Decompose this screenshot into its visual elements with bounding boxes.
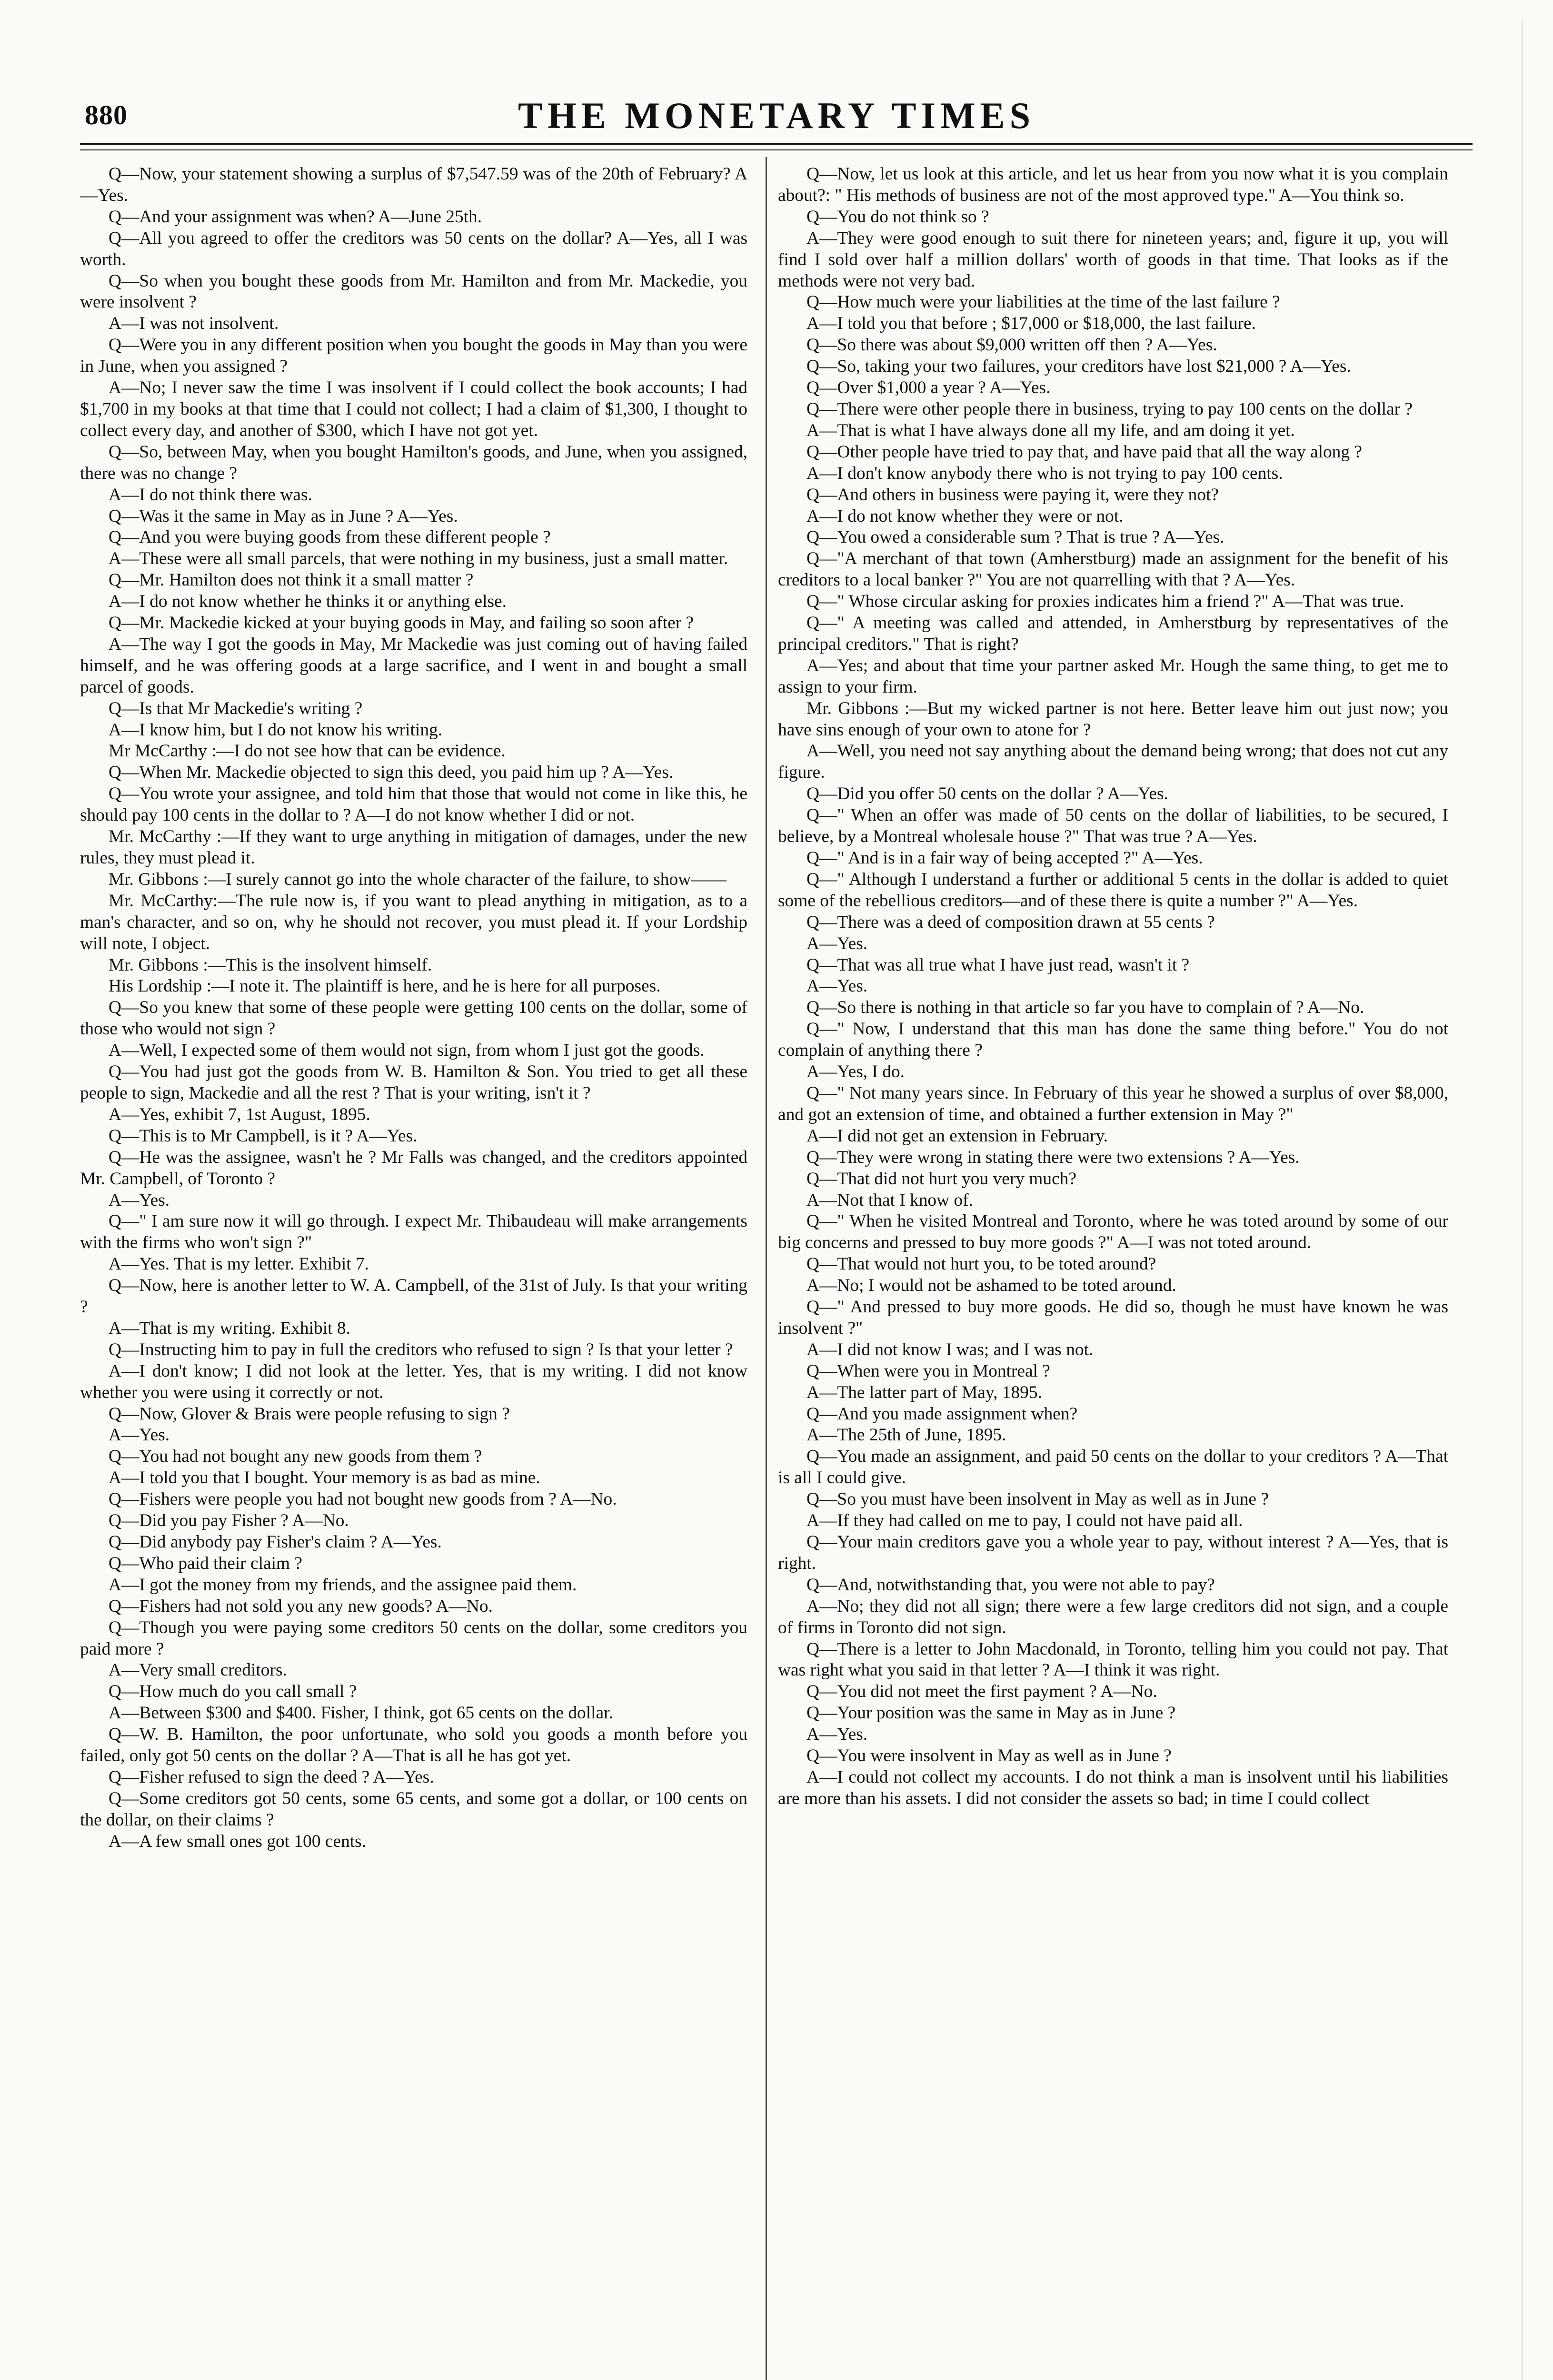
column-paragraph: Q—So, taking your two failures, your creditors have lost $21,000 ? A—Yes. <box>806 357 1351 377</box>
column-paragraph: A—I do not know whether he thinks it or anything else. <box>109 592 507 612</box>
column-paragraph: Mr. Gibbons :—I surely cannot go into the whole character of the failure, to show—— <box>109 869 727 889</box>
column-divider <box>766 157 767 2380</box>
column-paragraph: Q—" And pressed to buy more goods. He did so, though he must have known he was insolvent ?" <box>778 1297 1448 1338</box>
column-paragraph: Q—Now, here is another letter to W. A. Campbell, of the 31st of July. Is that your writing ? <box>80 1276 747 1317</box>
column-paragraph: Q—You owed a considerable sum ? That is true ? A—Yes. <box>806 527 1224 547</box>
column-paragraph: Q—Mr. Mackedie kicked at your buying goods in May, and failing so soon after ? <box>109 613 694 633</box>
column-paragraph: Q—That was all true what I have just read, wasn't it ? <box>806 955 1190 975</box>
column-paragraph: Q—You do not think so ? <box>806 207 989 227</box>
left-column <box>80 164 747 2380</box>
column-paragraph: Q—When Mr. Mackedie objected to sign this deed, you paid him up ? A—Yes. <box>109 763 674 783</box>
column-paragraph: Q—You wrote your assignee, and told him that those that would not come in like this, he should pay 100 cents in the dollar to ? A—I do not know whether I did or not. <box>80 784 747 825</box>
column-paragraph: Q—" Whose circular asking for proxies indicates him a friend ?" A—That was true. <box>806 592 1404 612</box>
right-column <box>778 164 1448 2380</box>
column-paragraph: Q—And your assignment was when? A—June 25th. <box>109 207 482 227</box>
column-paragraph: Q—Mr. Hamilton does not think it a small matter ? <box>109 570 474 590</box>
column-paragraph: A—I did not get an extension in February. <box>806 1126 1108 1146</box>
column-paragraph: Q—When were you in Montreal ? <box>806 1361 1050 1381</box>
column-paragraph: Q—You did not meet the first payment ? A—No. <box>806 1682 1157 1702</box>
column-paragraph: Q—Were you in any different position when you bought the goods in May than you were in June, when you assigned ? <box>80 335 747 377</box>
column-paragraph: Mr. McCarthy:—The rule now is, if you want to plead anything in mitigation, as to a man's character, and so on, why he should not recover, you must plead it. If your Lordship will note, I object. <box>80 891 747 953</box>
header-rule-bottom <box>80 149 1473 150</box>
column-paragraph: A—The 25th of June, 1895. <box>806 1425 1006 1445</box>
column-paragraph: Q—" Now, I understand that this man has done the same thing before." You do not complain of anything there ? <box>778 1019 1448 1061</box>
column-paragraph: A—I know him, but I do not know his writing. <box>109 720 443 740</box>
column-paragraph: Q—How much do you call small ? <box>109 1682 357 1702</box>
column-paragraph: A—If they had called on me to pay, I could not have paid all. <box>806 1511 1243 1531</box>
column-paragraph: Q—He was the assignee, wasn't he ? Mr Falls was changed, and the creditors appointed Mr. Campbell, of Toronto ? <box>80 1147 747 1189</box>
header-rule-top <box>80 143 1473 145</box>
column-paragraph: A—Yes. <box>806 933 868 953</box>
column-paragraph: Q—There is a letter to John Macdonald, in Toronto, telling him you could not pay. That was right what you said in that letter ? A—I think it was right. <box>778 1639 1448 1680</box>
column-paragraph: Q—All you agreed to offer the creditors was 50 cents on the dollar? A—Yes, all I was worth. <box>80 228 747 269</box>
column-paragraph: Q—Did you pay Fisher ? A—No. <box>109 1511 349 1531</box>
column-paragraph: Q—Now, your statement showing a surplus of $7,547.59 was of the 20th of February? A—Yes. <box>80 164 747 205</box>
column-paragraph: Mr. Gibbons :—This is the insolvent himself. <box>109 955 432 975</box>
column-paragraph: A—I don't know; I did not look at the letter. Yes, that is my writing. I did not know whether you were using it correctly or not. <box>80 1361 747 1402</box>
column-paragraph: Q—Was it the same in May as in June ? A—Yes. <box>109 506 458 526</box>
column-paragraph: Q—You were insolvent in May as well as in June ? <box>806 1746 1172 1766</box>
column-paragraph: Q—" A meeting was called and attended, in Amherstburg by representatives of the principal creditors." That is right? <box>778 613 1448 654</box>
column-paragraph: Q—This is to Mr Campbell, is it ? A—Yes. <box>109 1126 418 1146</box>
column-paragraph: A—I don't know anybody there who is not trying to pay 100 cents. <box>806 463 1283 483</box>
column-paragraph: Q—So there is nothing in that article so far you have to complain of ? A—No. <box>806 998 1364 1018</box>
column-paragraph: Q—"A merchant of that town (Amherstburg) made an assignment for the benefit of his creditors to a local banker ?" You are not quarrelling with that ? A—Yes. <box>778 549 1448 590</box>
column-paragraph: Q—Fishers had not sold you any new goods? A—No. <box>109 1596 493 1616</box>
column-paragraph: A—They were good enough to suit there for nineteen years; and, figure it up, you will find I sold over half a million dollars' worth of goods in that time. That looks as if the methods were not very bad. <box>778 228 1448 291</box>
column-paragraph: Q—Who paid their claim ? <box>109 1553 303 1573</box>
column-paragraph: A—I told you that before ; $17,000 or $18,000, the last failure. <box>806 314 1256 334</box>
column-paragraph: Q—" Although I understand a further or additional 5 cents in the dollar is added to quiet some of the rebellious creditors—and of these there is quite a number ?" A—Yes. <box>778 869 1448 911</box>
column-paragraph: Q—" When an offer was made of 50 cents on the dollar of liabilities, to be secured, I believe, by a Montreal wholesale house ?" That was true ? A—Yes. <box>778 805 1448 847</box>
column-paragraph: Q—" And is in a fair way of being accepted ?" A—Yes. <box>806 848 1203 868</box>
column-paragraph: A—Yes. <box>109 1425 170 1445</box>
column-paragraph: Q—Fishers were people you had not bought new goods from ? A—No. <box>109 1489 617 1509</box>
column-paragraph: Q—Now, let us look at this article, and let us hear from you now what it is you complain about?: " His methods of business are not of the most approved type." A—You think so. <box>778 164 1448 205</box>
column-paragraph: A—I did not know I was; and I was not. <box>806 1339 1094 1359</box>
column-paragraph: A—Yes, I do. <box>806 1062 905 1082</box>
column-paragraph: Mr. McCarthy :—If they want to urge anything in mitigation of damages, under the new rules, they must plead it. <box>80 827 747 868</box>
column-paragraph: A—That is what I have always done all my life, and am doing it yet. <box>806 420 1295 440</box>
column-paragraph: Q—So there was about $9,000 written off then ? A—Yes. <box>806 335 1217 355</box>
column-paragraph: A—I told you that I bought. Your memory is as bad as mine. <box>109 1468 540 1488</box>
column-paragraph: Q—And, notwithstanding that, you were not able to pay? <box>806 1575 1215 1595</box>
column-paragraph: A—Yes. <box>806 1725 868 1745</box>
column-paragraph: A—No; they did not all sign; there were a few large creditors did not sign, and a couple of firms in Toronto did not sign. <box>778 1596 1448 1637</box>
column-paragraph: Q—So, between May, when you bought Hamilton's goods, and June, when you assigned, there was no change ? <box>80 442 747 483</box>
column-paragraph: A—Not that I know of. <box>806 1190 973 1210</box>
column-paragraph: Q—Your position was the same in May as in June ? <box>806 1703 1176 1723</box>
column-paragraph: Q—Fisher refused to sign the deed ? A—Yes. <box>109 1767 434 1787</box>
column-paragraph: A—Between $300 and $400. Fisher, I think, got 65 cents on the dollar. <box>109 1703 613 1723</box>
column-paragraph: A—Yes, exhibit 7, 1st August, 1895. <box>109 1104 370 1124</box>
column-paragraph: Q—Over $1,000 a year ? A—Yes. <box>806 378 1051 398</box>
column-paragraph: A—Yes. That is my letter. Exhibit 7. <box>109 1254 369 1274</box>
column-paragraph: A—No; I would not be ashamed to be toted around. <box>806 1276 1176 1296</box>
column-paragraph: Q—Other people have tried to pay that, and have paid that all the way along ? <box>806 442 1363 462</box>
column-paragraph: Q—How much were your liabilities at the time of the last failure ? <box>806 292 1280 312</box>
column-paragraph: Q—There were other people there in business, trying to pay 100 cents on the dollar ? <box>806 399 1413 419</box>
column-paragraph: Q—" Not many years since. In February of this year he showed a surplus of over $8,000, and got an extension of time, and obtained a further extension in May ?" <box>778 1083 1448 1124</box>
column-paragraph: Q—You had just got the goods from W. B. Hamilton & Son. You tried to get all these people to sign, Mackedie and all the rest ? That is your writing, isn't it ? <box>80 1062 747 1103</box>
column-paragraph: A—These were all small parcels, that were nothing in my business, just a small matter. <box>109 549 728 569</box>
column-paragraph: A—No; I never saw the time I was insolvent if I could collect the book accounts; I had $1,700 in my books at that time that I could not collect; I had a claim of $1,300, I thought to collect every day, and another of $300, which I have not got yet. <box>80 378 747 440</box>
column-paragraph: Q—So you must have been insolvent in May as well as in June ? <box>806 1489 1269 1509</box>
column-paragraph: A—That is my writing. Exhibit 8. <box>109 1318 350 1338</box>
column-paragraph: A—Yes. <box>109 1190 170 1210</box>
column-paragraph: A—I do not think there was. <box>109 485 312 505</box>
column-paragraph: Q—So you knew that some of these people were getting 100 cents on the dollar, some of those who would not sign ? <box>80 998 747 1039</box>
column-paragraph: A—I was not insolvent. <box>109 314 279 334</box>
column-paragraph: A—I got the money from my friends, and the assignee paid them. <box>109 1575 577 1595</box>
column-paragraph: A—Yes. <box>806 976 868 996</box>
column-paragraph: Q—There was a deed of composition drawn at 55 cents ? <box>806 912 1215 932</box>
column-paragraph: Q—They were wrong in stating there were two extensions ? A—Yes. <box>806 1147 1300 1167</box>
column-paragraph: A—Well, I expected some of them would not sign, from whom I just got the goods. <box>109 1041 705 1061</box>
column-paragraph: Q—That would not hurt you, to be toted around? <box>806 1254 1156 1274</box>
column-paragraph: A—Yes; and about that time your partner asked Mr. Hough the same thing, to get me to assign to your firm. <box>778 655 1448 697</box>
column-paragraph: Mr McCarthy :—I do not see how that can be evidence. <box>109 741 506 761</box>
column-paragraph: Q—And you were buying goods from these different people ? <box>109 527 551 547</box>
column-paragraph: Q—Your main creditors gave you a whole year to pay, without interest ? A—Yes, that is right. <box>778 1532 1448 1573</box>
column-paragraph: Q—" I am sure now it will go through. I expect Mr. Thibaudeau will make arrangements with the firms who won't sign ?" <box>80 1211 747 1253</box>
page-number: 880 <box>85 99 128 130</box>
column-paragraph: Mr. Gibbons :—But my wicked partner is not here. Better leave him out just now; you have sins enough of your own to atone for ? <box>778 698 1448 740</box>
column-paragraph: A—I do not know whether they were or not. <box>806 506 1124 526</box>
page-edge-line <box>1522 19 1523 2380</box>
column-paragraph: A—The way I got the goods in May, Mr Mackedie was just coming out of having failed himself, and he was offering goods at a large sacrifice, and I went in and bought a small parcel of goods. <box>80 634 747 697</box>
column-paragraph: Q—Though you were paying some creditors 50 cents on the dollar, some creditors you paid more ? <box>80 1617 747 1659</box>
column-paragraph: A—A few small ones got 100 cents. <box>109 1831 367 1851</box>
column-paragraph: Q—Now, Glover & Brais were people refusing to sign ? <box>109 1404 510 1424</box>
column-paragraph: Q—You made an assignment, and paid 50 cents on the dollar to your creditors ? A—That is all I could give. <box>778 1447 1448 1488</box>
column-paragraph: Q—And others in business were paying it, were they not? <box>806 485 1219 505</box>
column-paragraph: Q—You had not bought any new goods from them ? <box>109 1447 482 1467</box>
column-paragraph: Q—That did not hurt you very much? <box>806 1169 1076 1189</box>
column-paragraph: A—Well, you need not say anything about the demand being wrong; that does not cut any figure. <box>778 741 1448 783</box>
column-paragraph: Q—Instructing him to pay in full the creditors who refused to sign ? Is that your letter ? <box>109 1339 733 1359</box>
column-paragraph: Q—So when you bought these goods from Mr. Hamilton and from Mr. Mackedie, you were insolvent ? <box>80 271 747 312</box>
column-paragraph: A—I could not collect my accounts. I do not think a man is insolvent until his liabilities are more than his assets. I did not consider the assets so bad; in time I could collect <box>778 1767 1448 1808</box>
column-paragraph: Q—W. B. Hamilton, the poor unfortunate, who sold you goods a month before you failed, only got 50 cents on the dollar ? A—That is all he has got yet. <box>80 1725 747 1766</box>
masthead-title: THE MONETARY TIMES <box>518 95 1035 136</box>
column-paragraph: Q—Is that Mr Mackedie's writing ? <box>109 698 363 718</box>
column-paragraph: His Lordship :—I note it. The plaintiff is here, and he is here for all purposes. <box>109 976 661 996</box>
column-paragraph: Q—Did you offer 50 cents on the dollar ? A—Yes. <box>806 784 1168 804</box>
column-paragraph: A—Very small creditors. <box>109 1660 287 1680</box>
column-paragraph: A—The latter part of May, 1895. <box>806 1382 1042 1402</box>
column-paragraph: Q—Did anybody pay Fisher's claim ? A—Yes. <box>109 1532 442 1552</box>
column-paragraph: Q—" When he visited Montreal and Toronto, where he was toted around by some of our big concerns and pressed to buy more goods ?" A—I was not toted around. <box>778 1211 1448 1253</box>
column-paragraph: Q—And you made assignment when? <box>806 1404 1078 1424</box>
column-paragraph: Q—Some creditors got 50 cents, some 65 cents, and some got a dollar, or 100 cents on the dollar, on their claims ? <box>80 1788 747 1830</box>
